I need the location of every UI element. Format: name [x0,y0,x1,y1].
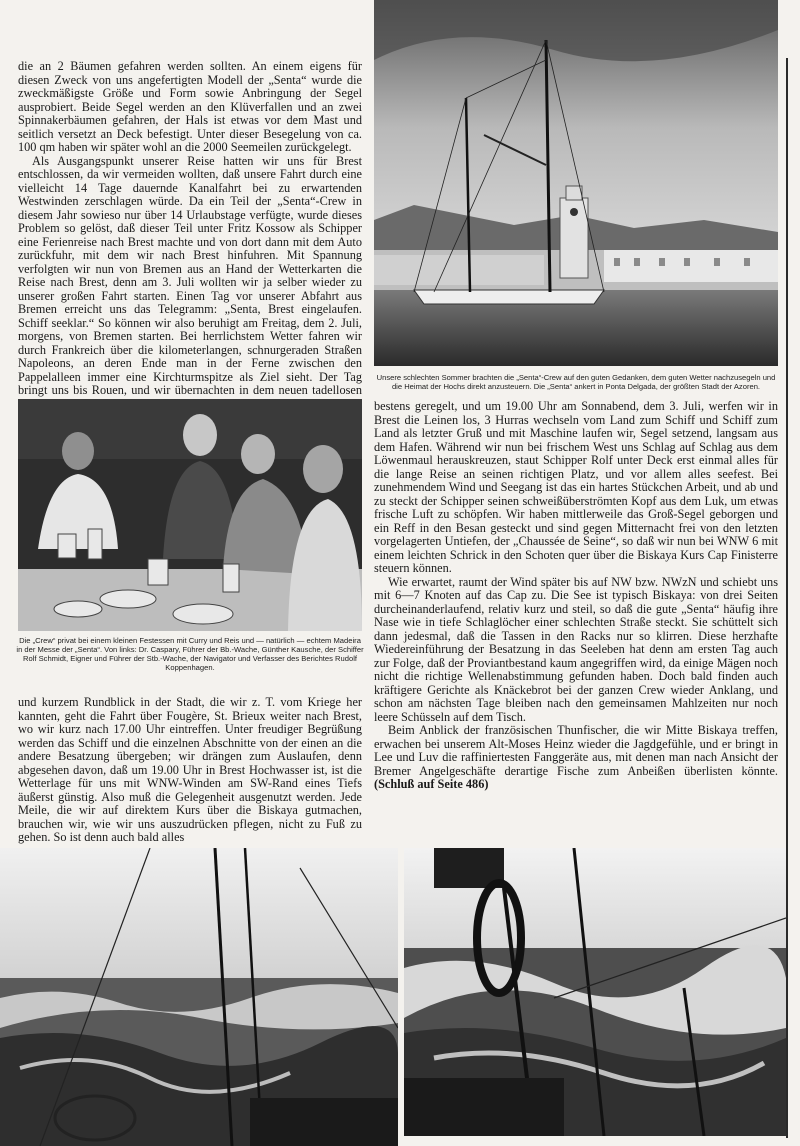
paragraph: die an 2 Bäumen gefahren werden sollten. An einem eigens für diesen Zweck von uns angefertigten Modell der „Senta“ wurde die zweckmäßigste Größe und Form sowie Anbringung der Segel ausprobiert. Beide Segel werden an den Klüverfallen und an zwei Spinnakerbäumen gefahren, der Hals ist etwas vor dem Mast und seitlich versetzt an Deck befestigt. Unter dieser Besegelung von ca. 100 qm haben wir später wohl an die 2000 Seemeilen zurückgelegt. [18,59,362,154]
sea-photo-right [404,848,786,1136]
harbor-photo-caption: Unsere schlechten Sommer brachten die „Senta“-Crew auf den guten Gedanken, dem guten Wetter nachzusegeln und die Heimat der Hochs direkt anzusteuern. Die „Senta“ ankert in Ponta Delgada, der größten Stadt der Azoren. [376,373,776,391]
harbor-photo [374,0,778,366]
paragraph [374,724,778,792]
paragraph: Wie erwartet, raumt der Wind später bis auf NW bzw. NWzN und schiebt uns mit 6—7 Knoten auf das Cap zu. Die See ist typisch Biskaya: von drei Seiten durcheinanderlaufend, relativ kurz und steil, so daß die gute „Senta“ häufig ihre Nase wie in tiefe Schlaglöcher einer schlechten Straße steckt. Sie schüttelt sich dann jedesmal, daß die Tassen in den Racks nur so klirren. Diese herzhafte Wiedereinführung der Besatzung in das Seeleben hat denn am ersten Tag auch zur Folge, daß der Proviantbestand kaum angegriffen wird, da einige Mägen noch nicht die richtige Wellenabstimmung gefunden haben. Doch bald finden auch kräftigere Gerichte als Knäckebrot bei der ganzen Crew wieder Anklang, und schon am nächsten Tage bleiben nach den gemeinsamen Mahlzeiten nur noch leere Schüsseln auf dem Tisch. [374,574,778,724]
page-edge-rule [786,58,788,1138]
article-column-left-top [18,60,362,395]
continuation-note: (Schluß auf Seite 486) [374,777,489,791]
paragraph: bestens geregelt, und um 19.00 Uhr am Sonnabend, dem 3. Juli, werfen wir in Brest die Leinen los, 3 Hurras wechseln vom Land zum Schiff und Schiff zum Land als letzter Gruß und mit Maschine laufen wir, Segel setzend, langsam aus dem Hafen. Während wir nun bei frischem West uns Schlag auf Schlag aus dem Löwenmaul herauskreuzen, staut Schipper Rolf unter Deck erst einmal alles für die lange Reise an seinen richtigen Platz, und vor allem alles seefest. Bei zunehmendem Wind und Seegang ist das ein hartes Stückchen Arbeit, und ab und zu steckt der Schipper seinen schweißüberströmten Kopf aus dem Luk, um etwas frische Luft zu schöpfen. Wir haben mittlerweile das Groß-Segel geborgen und ein Reff in den Besan gesteckt und sind gegen Mitternacht frei von den letzten vorgelagerten Untiefen, der „Chaussée de Seine“, so daß wir nun bei WNW 6 mit einem leichten Schrick in den Schoten quer über die Biskaya Kurs Cap Finisterre steuern können. [374,399,778,575]
article-column-left-bottom [18,695,362,844]
sea-photo-left [0,848,398,1146]
paragraph: Als Ausgangspunkt unserer Reise hatten wir uns für Brest entschlossen, da wir vermeiden wollten, daß unsere Fahrt durch eine vielleicht 14 Tage dauernde Kanalfahrt bei zu erwartenden Westwinden zerschlagen würde. Da ein Teil der „Senta“-Crew in diesem Jahr sowieso nur über 14 Urlaubstage verfügte, wurde dieses Problem so gelöst, daß dieser Teil unter Fritz Kossow als Schipper eine Ferienreise nach Brest machte und von dort dann mit dem Auto zurückfuhr, mit dem wir nach Brest hinfuhren. Mit Spannung verfolgten wir nun von Bremen aus an Hand der Wetterkarten die Reise nach Brest, denn am 3. Juli wollten wir ja selber wieder zu unserer großen Fahrt starten. Einen Tag vor unserer Abfahrt aus Bremen erreicht uns das Telegramm: „Senta, Brest eingelaufen. Schiff seeklar.“ So können wir also beruhigt am Freitag, dem 2. Juli, morgens, von Bremen starten. Bei herrlichstem Wetter fahren wir durch Frankreich über die kilometerlangen, schnurgeraden Straßen Napoleons, an deren Ende man in der Ferne zwischen den Pappelalleen immer eine Kirchturmspitze als Ziel sieht. Der Tag bringt uns bis Rouen, und wir übernachten in dem neuen tadellosen [18,153,362,397]
crew-photo [18,399,362,631]
paragraph: und kurzem Rundblick in der Stadt, die wir z. T. vom Kriege her kannten, geht die Fahrt über Fougère, St. Brieux weiter nach Brest, wo wir kurz nach 17.00 Uhr eintreffen. Unter freudiger Begrüßung werden das Schiff und die einzelnen Abschnitte von der einen an die andere Besatzung übergeben; wir drängen zum Auslaufen, denn abgesehen davon, daß um 19.00 Uhr in Brest Hochwasser ist, ist die Wetterlage für uns mit WNW-Winden am SW-Rand eines Tiefs äußerst günstig. Also muß die Gelegenheit ausgenutzt werden. Jede Meile, die wir auf direktem Kurs über die Biskaya gutmachen, brauchen wir, wie wir uns auszudrücken pflegen, nicht zu Fuß zu gehen. So ist denn auch bald alles [18,695,362,844]
paragraph-text: Beim Anblick der französischen Thunfischer, die wir Mitte Biskaya treffen, erwachen bei unserem Alt-Moses Heinz wieder die Jagdgefühle, und er bringt in Lee und Luv die raffiniertesten Fanggeräte aus, mit denen man nach Ansicht der Bremer Angelgeschäfte derartige Fische zum Anbeißen überlisten könnte. [374,723,778,778]
crew-photo-caption: Die „Crew“ privat bei einem kleinen Festessen mit Curry und Reis und — natürlich — echtem Madeira in der Messe der „Senta“. Von links: Dr. Caspary, Führer der Bb.-Wache, Günther Kausche, der Schiffer Rolf Schmidt, Eigner und Führer der Stb.-Wache, der Navigator und Verfasser des Berichtes Rudolf Koppenhagen. [16,636,364,672]
article-column-right [374,400,778,840]
